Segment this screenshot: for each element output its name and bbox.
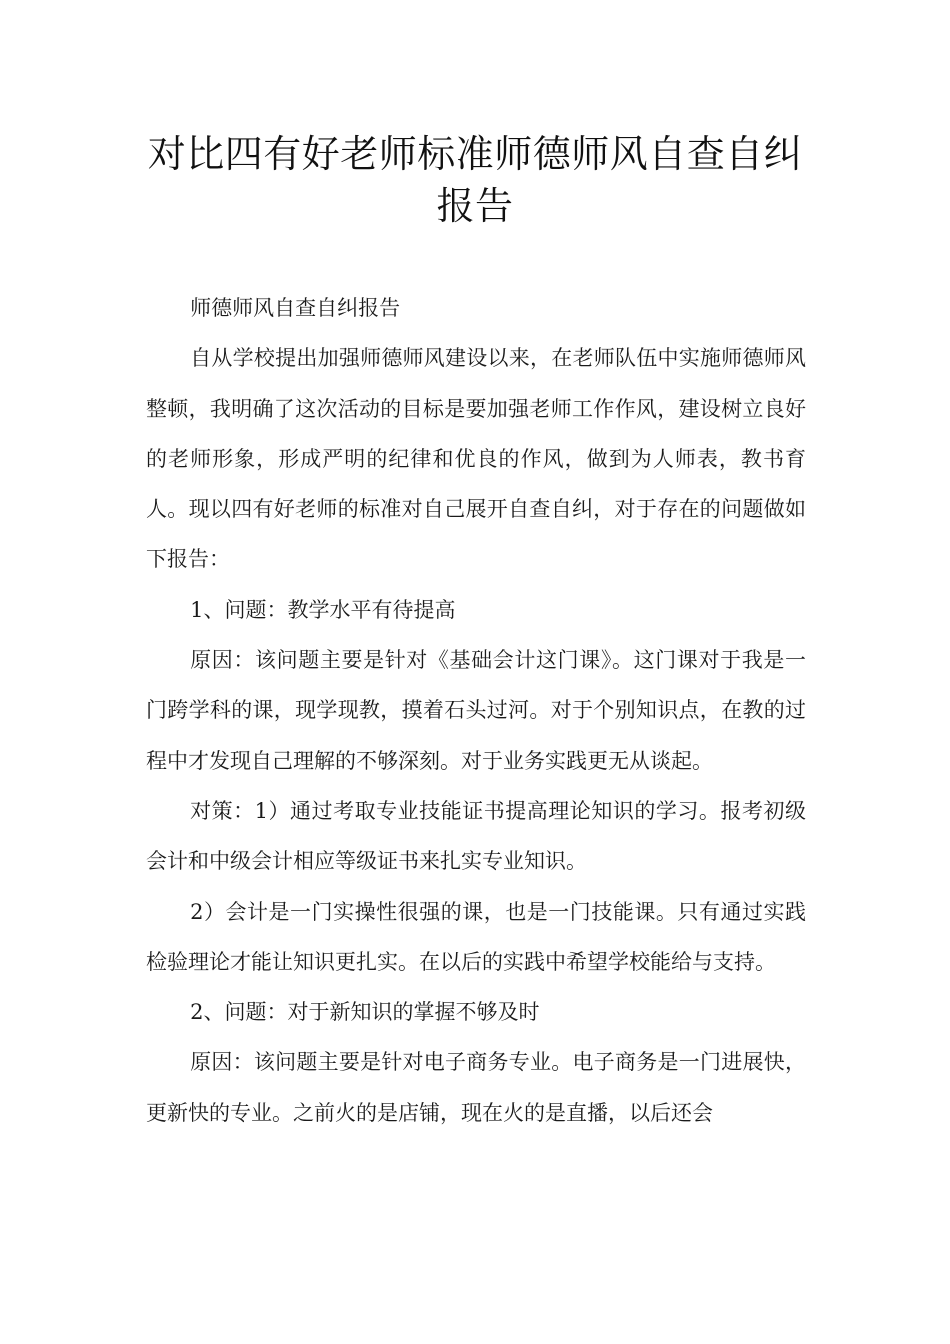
subtitle-paragraph: 师德师风自查自纠报告 [190,296,401,320]
title-line-1: 对比四有好老师标准师德师风自查自纠 [147,132,803,176]
document-body [146,283,806,1138]
intro-paragraph: 自从学校提出加强师德师风建设以来，在老师队伍中实施师德师风整顿，我明确了这次活动的目标是要加强老师工作作风，建设树立良好的老师形象，形成严明的纪律和优良的作风，做到为人师表，教书育人。现以四有好老师的标准对自己展开自查自纠，对于存在的问题做如下报告： [146,346,806,572]
issue-1-measure-1: 对策：1）通过考取专业技能证书提高理论知识的学习。报考初级会计和中级会计相应等级证书来扎实专业知识。 [146,798,806,874]
issue-2-heading: 2、问题：对于新知识的掌握不够及时 [190,1000,540,1025]
title-line-2: 报告 [436,184,514,228]
issue-1-measure-2: 2）会计是一门实操性很强的课，也是一门技能课。只有通过实践检验理论才能让知识更扎实。在以后的实践中希望学校能给与支持。 [146,899,806,974]
issue-1-heading: 1、问题：教学水平有待提高 [190,597,456,622]
issue-1-reason: 原因：该问题主要是针对《基础会计这门课》。这门课对于我是一门跨学科的课，现学现教，摸着石头过河。对于个别知识点，在教的过程中才发现自己理解的不够深刻。对于业务实践更无从谈起。 [146,648,806,773]
document-title [100,128,850,232]
issue-2-reason: 原因：该问题主要是针对电子商务专业。电子商务是一门进展快，更新快的专业。之前火的是店铺，现在火的是直播，以后还会 [146,1050,806,1125]
